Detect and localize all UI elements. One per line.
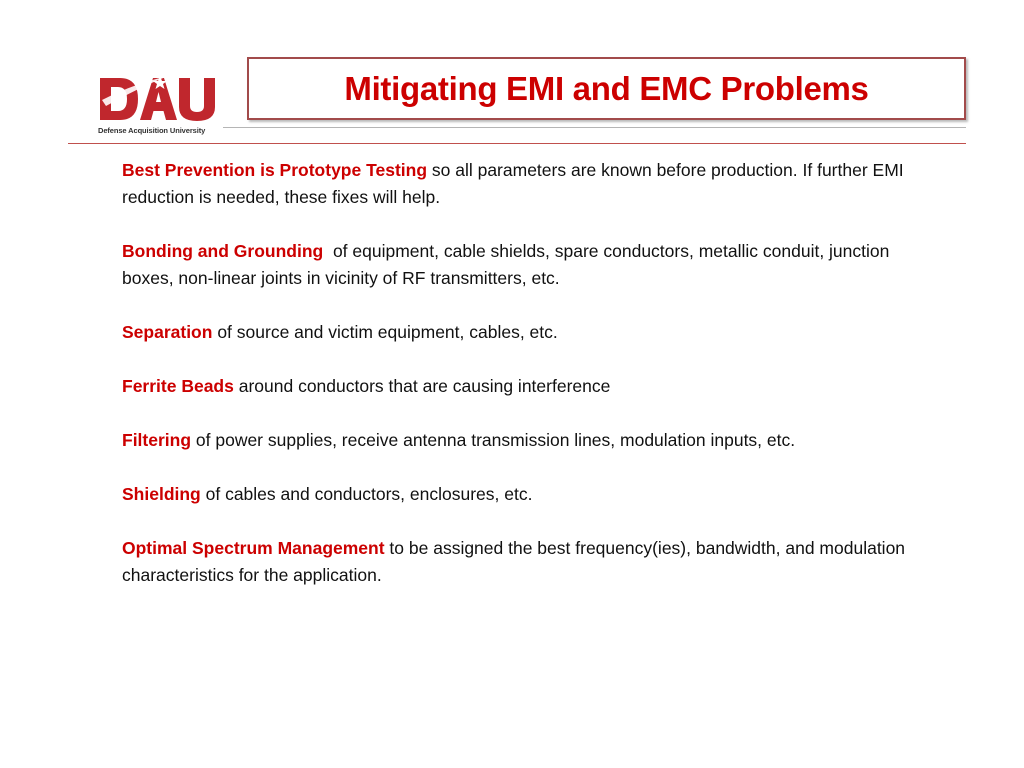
item-separation [122,319,942,346]
item-lead: Bonding and Grounding [122,241,324,261]
item-text: so all parameters are known before production. If further EMI reduction is needed, these fixes will help. [122,160,904,207]
item-ferrite-beads [122,373,942,400]
dau-logo [98,72,218,138]
dau-logo-mark [98,72,218,124]
item-text: of power supplies, receive antenna transmission lines, modulation inputs, etc. [191,430,796,450]
item-filtering [122,427,942,454]
title-box [247,57,966,120]
logo-subtitle: Defense Acquisition University [98,126,206,135]
header-divider-bottom [68,143,966,144]
item-text: to be assigned the best frequency(ies), bandwidth, and modulation characteristics for the application. [122,538,906,585]
item-lead: Best Prevention is Prototype Testing [122,160,428,180]
body-content [122,157,942,616]
item-text: of source and victim equipment, cables, etc. [212,322,558,342]
item-prototype-testing [122,157,942,211]
item-text: around conductors that are causing interference [233,376,611,396]
page-title: Mitigating EMI and EMC Problems [344,69,869,107]
item-lead: Shielding [122,484,201,504]
item-text: of cables and conductors, enclosures, etc. [200,484,533,504]
item-lead: Optimal Spectrum Management [122,538,385,558]
item-lead: Filtering [122,430,192,450]
item-spectrum-management [122,535,942,589]
item-lead: Ferrite Beads [122,376,234,396]
item-shielding [122,481,942,508]
header-divider-top [223,127,966,128]
item-text: of equipment, cable shields, spare conductors, metallic conduit, junction boxes, non-linear joints in vicinity of RF transmitters, etc. [122,241,895,288]
item-bonding-grounding [122,238,942,292]
item-lead: Separation [122,322,213,342]
